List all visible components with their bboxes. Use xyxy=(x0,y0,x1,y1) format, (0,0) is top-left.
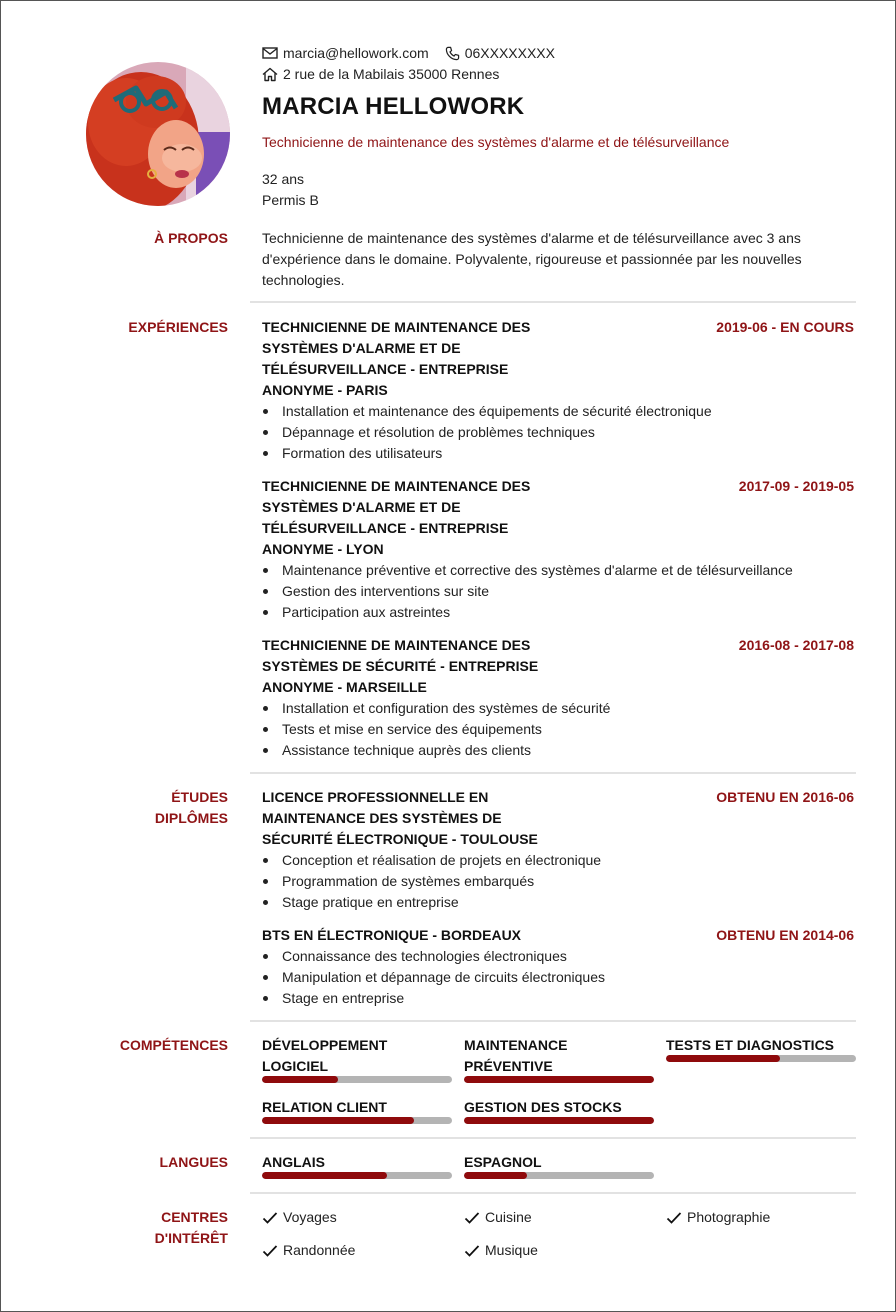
mail-icon xyxy=(262,46,278,60)
section-divider xyxy=(250,301,856,303)
hobbies-section-title: D'INTÉRÊT xyxy=(154,1230,228,1246)
skill-label: LOGICIEL xyxy=(262,1058,329,1074)
experience-title-line: TÉLÉSURVEILLANCE - ENTREPRISE xyxy=(262,520,509,536)
experience-date: 2016-08 - 2017-08 xyxy=(738,637,854,653)
education-title-line: SÉCURITÉ ÉLECTRONIQUE - TOULOUSE xyxy=(262,831,538,847)
check-icon xyxy=(464,1244,480,1258)
experience-section-title: EXPÉRIENCES xyxy=(128,319,228,335)
list-item: Maintenance préventive et corrective des systèmes d'alarme et de télésurveillance xyxy=(262,560,793,581)
skill-level-fill xyxy=(262,1117,414,1124)
skill-item xyxy=(464,1035,654,1077)
experience-title-line: TECHNICIENNE DE MAINTENANCE DES xyxy=(262,319,531,335)
experience-bullets xyxy=(262,560,793,623)
list-item: Stage en entreprise xyxy=(262,988,605,1009)
hobby-label: Photographie xyxy=(687,1209,771,1225)
experience-title-line: TECHNICIENNE DE MAINTENANCE DES xyxy=(262,478,531,494)
language-label: ANGLAIS xyxy=(262,1154,325,1170)
skill-label: MAINTENANCE xyxy=(464,1037,568,1053)
about-line-2: d'expérience dans le domaine. Polyvalente, rigoureuse et passionnée par les nouvelles xyxy=(262,251,802,267)
skill-level-bar xyxy=(262,1117,452,1124)
hobbies-section-title: CENTRES xyxy=(161,1209,228,1225)
skill-level-bar xyxy=(464,1117,654,1124)
job-title: Technicienne de maintenance des systèmes d'alarme et de télésurveillance xyxy=(262,134,730,150)
education-bullets xyxy=(262,850,601,913)
hobby-item xyxy=(464,1207,532,1228)
experience-bullets xyxy=(262,401,712,464)
skill-level-fill xyxy=(666,1055,780,1062)
language-item xyxy=(464,1152,654,1173)
list-item: Formation des utilisateurs xyxy=(262,443,712,464)
education-title-line: LICENCE PROFESSIONNELLE EN xyxy=(262,789,489,805)
check-icon xyxy=(464,1211,480,1225)
address-row xyxy=(262,65,499,83)
profile-photo xyxy=(86,62,230,206)
list-item: Installation et configuration des systèmes de sécurité xyxy=(262,698,610,719)
check-icon xyxy=(262,1211,278,1225)
language-item xyxy=(262,1152,452,1173)
contact-row xyxy=(262,44,555,62)
hobby-item xyxy=(262,1207,337,1228)
section-divider xyxy=(250,772,856,774)
hobby-label: Musique xyxy=(485,1242,538,1258)
list-item: Connaissance des technologies électroniques xyxy=(262,946,605,967)
skill-level-bar xyxy=(262,1076,452,1083)
education-title-line: BTS EN ÉLECTRONIQUE - BORDEAUX xyxy=(262,927,522,943)
experience-company: ANONYME - PARIS xyxy=(262,382,388,398)
section-divider xyxy=(250,1020,856,1022)
education-bullets xyxy=(262,946,605,1009)
education-section-title: ÉTUDES xyxy=(171,789,228,805)
skill-level-fill xyxy=(262,1076,338,1083)
skill-label: DÉVELOPPEMENT xyxy=(262,1037,388,1053)
about-line-3: technologies. xyxy=(262,272,345,288)
section-divider xyxy=(250,1137,856,1139)
skill-item xyxy=(262,1097,452,1118)
check-icon xyxy=(666,1211,682,1225)
experience-title-line: SYSTÈMES DE SÉCURITÉ - ENTREPRISE xyxy=(262,658,539,674)
language-level-bar xyxy=(464,1172,654,1179)
hobby-label: Cuisine xyxy=(485,1209,532,1225)
skill-level-fill xyxy=(464,1076,654,1083)
language-label: ESPAGNOL xyxy=(464,1154,542,1170)
experience-company: ANONYME - MARSEILLE xyxy=(262,679,427,695)
hobby-item xyxy=(666,1207,770,1228)
experience-date: 2017-09 - 2019-05 xyxy=(738,478,854,494)
education-title-line: MAINTENANCE DES SYSTÈMES DE xyxy=(262,810,502,826)
phone-icon xyxy=(445,46,460,61)
experience-title-line: TECHNICIENNE DE MAINTENANCE DES xyxy=(262,637,531,653)
list-item: Assistance technique auprès des clients xyxy=(262,740,610,761)
skill-item xyxy=(464,1097,654,1118)
skill-label: TESTS ET DIAGNOSTICS xyxy=(666,1037,835,1053)
experience-title-line: SYSTÈMES D'ALARME ET DE xyxy=(262,340,461,356)
check-icon xyxy=(262,1244,278,1258)
skill-label: PRÉVENTIVE xyxy=(464,1058,553,1074)
hobby-item xyxy=(262,1240,355,1261)
language-level-bar xyxy=(262,1172,452,1179)
home-icon xyxy=(262,67,278,82)
section-divider xyxy=(250,1192,856,1194)
education-date: OBTENU EN 2014-06 xyxy=(716,927,854,943)
list-item: Manipulation et dépannage de circuits électroniques xyxy=(262,967,605,988)
experience-title-line: TÉLÉSURVEILLANCE - ENTREPRISE xyxy=(262,361,509,377)
hobby-label: Randonnée xyxy=(283,1242,356,1258)
list-item: Installation et maintenance des équipements de sécurité électronique xyxy=(262,401,712,422)
person-name: MARCIA HELLOWORK xyxy=(262,93,525,120)
language-level-fill xyxy=(262,1172,387,1179)
list-item: Dépannage et résolution de problèmes techniques xyxy=(262,422,712,443)
skills-section-title: COMPÉTENCES xyxy=(119,1037,228,1053)
list-item: Participation aux astreintes xyxy=(262,602,793,623)
list-item: Programmation de systèmes embarqués xyxy=(262,871,601,892)
skill-level-bar xyxy=(464,1076,654,1083)
experience-title-line: SYSTÈMES D'ALARME ET DE xyxy=(262,499,461,515)
language-level-fill xyxy=(464,1172,527,1179)
license-text: Permis B xyxy=(262,192,319,208)
list-item: Stage pratique en entreprise xyxy=(262,892,601,913)
skill-item xyxy=(666,1035,856,1056)
phone-text: 06XXXXXXXX xyxy=(464,45,555,61)
about-section-title: À PROPOS xyxy=(154,230,228,246)
languages-section-title: LANGUES xyxy=(159,1154,228,1170)
list-item: Gestion des interventions sur site xyxy=(262,581,793,602)
education-date: OBTENU EN 2016-06 xyxy=(716,789,854,805)
experience-company: ANONYME - LYON xyxy=(262,541,384,557)
about-line-1: Technicienne de maintenance des systèmes d'alarme et de télésurveillance avec 3 ans xyxy=(262,230,801,246)
skill-level-fill xyxy=(464,1117,654,1124)
skill-label: RELATION CLIENT xyxy=(262,1099,387,1115)
skill-item xyxy=(262,1035,452,1077)
list-item: Tests et mise en service des équipements xyxy=(262,719,610,740)
list-item: Conception et réalisation de projets en électronique xyxy=(262,850,601,871)
skill-level-bar xyxy=(666,1055,856,1062)
age-text: 32 ans xyxy=(262,171,305,187)
hobby-label: Voyages xyxy=(283,1209,337,1225)
skill-label: GESTION DES STOCKS xyxy=(464,1099,622,1115)
experience-bullets xyxy=(262,698,610,761)
email-text: marcia@hellowork.com xyxy=(283,45,429,61)
education-section-title: DIPLÔMES xyxy=(154,810,228,826)
address-text: 2 rue de la Mabilais 35000 Rennes xyxy=(283,66,500,82)
experience-date: 2019-06 - EN COURS xyxy=(716,319,854,335)
hobby-item xyxy=(464,1240,538,1261)
